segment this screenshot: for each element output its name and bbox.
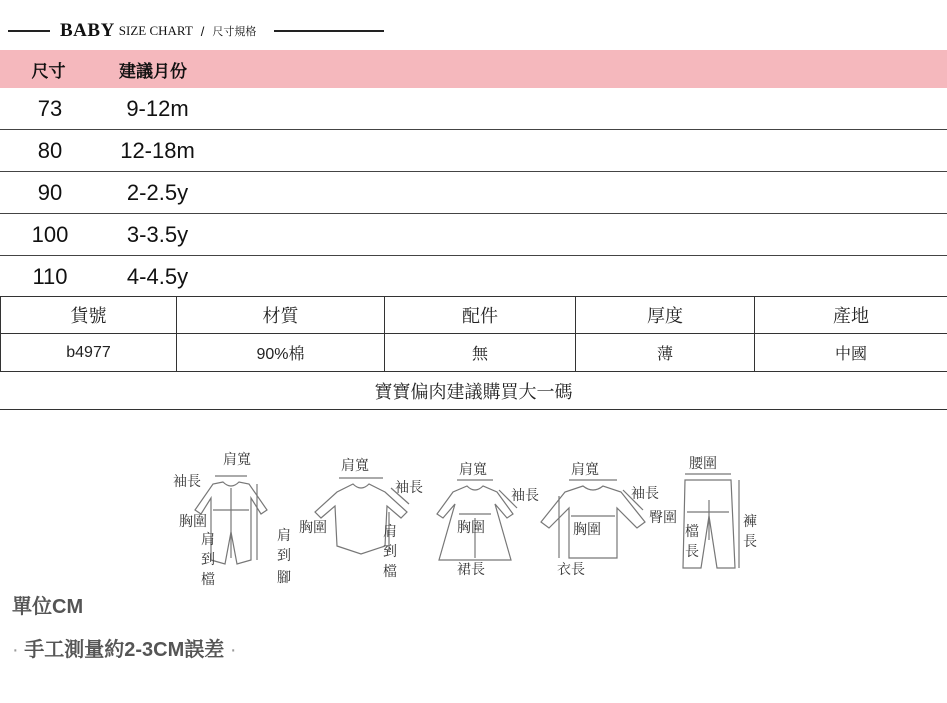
chart-subtitle: SIZE CHART — [118, 23, 193, 38]
info-value-row — [1, 334, 947, 372]
dress-label-length: 裙長 — [457, 562, 485, 578]
size-cell: 110 — [32, 263, 68, 289]
size-table — [0, 50, 947, 297]
unit-label: 單位CM — [12, 596, 84, 618]
header-accessories: 配件 — [385, 297, 576, 334]
measurement-error-note — [12, 633, 236, 662]
bodysuit-label-sleeve: 袖長 — [395, 480, 423, 496]
value-accessories: 無 — [385, 334, 576, 372]
size-table-header — [0, 50, 947, 88]
top-label-shoulder: 肩寬 — [571, 462, 599, 478]
age-cell: 2-2.5y — [126, 179, 189, 205]
top-label-length: 衣長 — [557, 562, 585, 578]
romper-label-chest: 胸圍 — [179, 514, 207, 530]
header-item-no: 貨號 — [1, 297, 177, 334]
dress-label-sleeve: 袖長 — [511, 488, 539, 504]
pants-label-hip: 臀圍 — [649, 510, 677, 526]
table-row — [0, 172, 947, 214]
romper-label-s2c-3: 檔 — [201, 572, 215, 588]
romper-label-s2c-2: 到 — [201, 552, 215, 568]
bullet-dot-left: · — [12, 639, 19, 661]
table-row — [0, 130, 947, 172]
table-row — [0, 214, 947, 256]
pants-label-length-1: 褲 — [743, 514, 757, 530]
bodysuit-label-s2c-3: 檔 — [383, 564, 397, 580]
bodysuit-label-chest: 胸圍 — [299, 520, 327, 536]
dress-label-shoulder: 肩寬 — [459, 462, 487, 478]
table-row — [0, 256, 947, 297]
dress-label-chest: 胸圍 — [457, 520, 485, 536]
brand-title: BABY — [60, 20, 115, 41]
romper-label-s2f-1: 肩 — [277, 528, 291, 544]
chart-header — [8, 14, 384, 48]
product-info-table — [0, 296, 947, 372]
romper-label-s2f-2: 到 — [277, 548, 291, 564]
top-icon — [541, 480, 645, 558]
age-cell: 4-4.5y — [126, 263, 189, 289]
size-cell: 80 — [37, 137, 63, 163]
title-separator: / — [200, 23, 205, 39]
top-label-chest: 胸圍 — [573, 522, 601, 538]
romper-label-s2f-3: 腳 — [277, 570, 291, 586]
pants-label-waist: 腰圍 — [689, 456, 717, 472]
measurement-diagram — [165, 440, 765, 590]
size-cell: 100 — [31, 221, 69, 247]
header-origin: 產地 — [755, 297, 947, 334]
header-rule-left — [8, 30, 50, 32]
age-cell: 12-18m — [120, 137, 195, 163]
info-header-row — [1, 297, 947, 334]
size-cell: 90 — [37, 179, 63, 205]
sizing-note: 寶寶偏肉建議購買大一碼 — [0, 372, 947, 410]
bullet-dot-right: · — [229, 639, 237, 661]
chart-title-zh: 尺寸規格 — [212, 26, 257, 38]
top-label-sleeve: 袖長 — [631, 486, 659, 502]
header-rule-right — [274, 30, 384, 32]
bodysuit-label-s2c-2: 到 — [383, 544, 397, 560]
bodysuit-label-shoulder: 肩寬 — [341, 458, 369, 474]
header-thickness: 厚度 — [576, 297, 755, 334]
error-text: 手工測量約2-3CM誤差 — [24, 639, 225, 661]
value-item-no: b4977 — [1, 334, 177, 372]
value-material: 90%棉 — [177, 334, 385, 372]
pants-label-length-2: 長 — [743, 534, 757, 550]
bodysuit-label-s2c-1: 肩 — [383, 524, 397, 540]
romper-label-sleeve: 袖長 — [173, 474, 201, 490]
header-material: 材質 — [177, 297, 385, 334]
value-origin: 中國 — [755, 334, 947, 372]
age-cell: 3-3.5y — [126, 221, 189, 247]
table-row — [0, 88, 947, 130]
romper-label-shoulder: 肩寬 — [223, 452, 251, 468]
romper-label-s2c-1: 肩 — [201, 532, 215, 548]
pants-label-rise-1: 檔 — [685, 524, 699, 540]
header-size: 尺寸 — [31, 61, 66, 81]
pants-label-rise-2: 長 — [685, 544, 699, 560]
age-cell: 9-12m — [126, 95, 189, 121]
value-thickness: 薄 — [576, 334, 755, 372]
header-age: 建議月份 — [119, 61, 187, 81]
size-cell: 73 — [37, 95, 63, 121]
